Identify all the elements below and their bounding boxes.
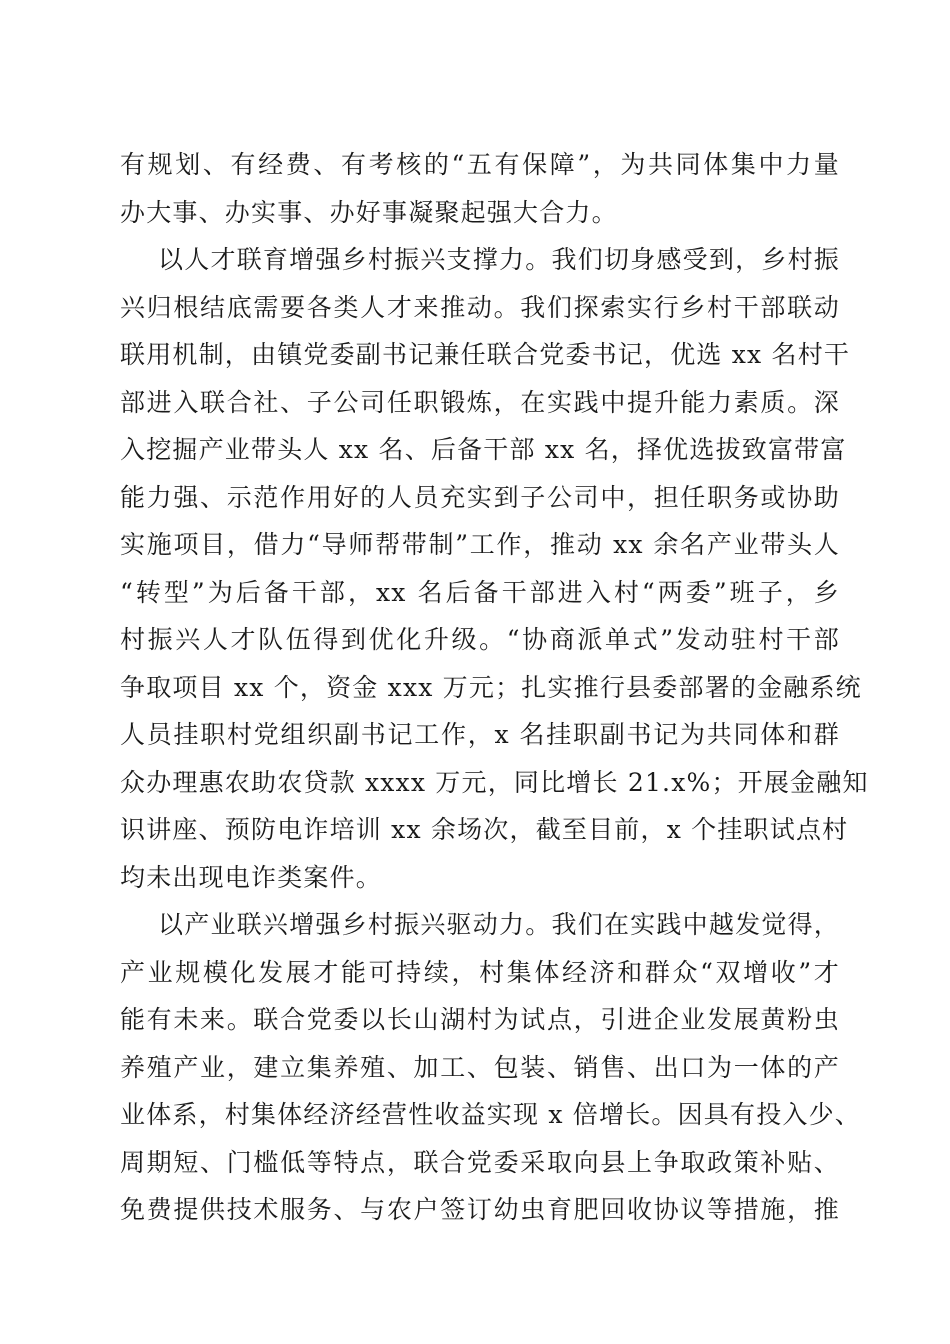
paragraph-line: 兴归根结底需要各类人才来推动。我们探索实行乡村干部联动 <box>120 292 840 322</box>
paragraph-line: 村振兴人才队伍得到优化升级。“协商派单式”发动驻村干部 <box>120 625 840 654</box>
paragraph-line: “转型”为后备干部，xx 名后备干部进入村“两委”班子，乡 <box>120 577 840 607</box>
paragraph-line: 均未出现电诈类案件。 <box>120 862 383 892</box>
body-text <box>120 141 869 1234</box>
paragraph-first-line: 以人才联育增强乡村振兴支撑力。我们切身感受到，乡村振 <box>158 245 840 274</box>
paragraph-line: 争取项目 xx 个，资金 xxx 万元；扎实推行县委部署的金融系统 <box>120 672 862 702</box>
paragraph-line: 周期短、门槛低等特点，联合党委采取向县上争取政策补贴、 <box>120 1147 840 1177</box>
paragraph-line: 部进入联合社、子公司任职锻炼，在实践中提升能力素质。深 <box>120 387 840 417</box>
paragraph-line: 识讲座、预防电诈培训 xx 余场次，截至目前，x 个挂职试点村 <box>120 815 849 844</box>
paragraph-line: 众办理惠农助农贷款 xxxx 万元，同比增长 21.x%；开展金融知 <box>120 767 869 797</box>
paragraph-line: 产业规模化发展才能可持续，村集体经济和群众“双增收”才 <box>120 957 840 987</box>
paragraph-line: 能有未来。联合党委以长山湖村为试点，引进企业发展黄粉虫 <box>120 1005 840 1034</box>
paragraph-line: 能力强、示范作用好的人员充实到子公司中，担任职务或协助 <box>120 482 840 512</box>
paragraph-line: 业体系，村集体经济经营性收益实现 x 倍增长。因具有投入少、 <box>120 1100 861 1129</box>
paragraph-line: 入挖掘产业带头人 xx 名、后备干部 xx 名，择优选拔致富带富 <box>120 435 847 464</box>
paragraph-line: 联用机制，由镇党委副书记兼任联合党委书记，优选 xx 名村干 <box>120 340 851 369</box>
paragraph-line: 养殖产业，建立集养殖、加工、包装、销售、出口为一体的产 <box>120 1052 840 1082</box>
paragraph-line: 实施项目，借力“导师帮带制”工作，推动 xx 余名产业带头人 <box>120 530 840 559</box>
paragraph-line: 人员挂职村党组织副书记工作，x 名挂职副书记为共同体和群 <box>120 720 840 749</box>
paragraph-line: 有规划、有经费、有考核的“五有保障”，为共同体集中力量 <box>120 150 840 179</box>
paragraph-first-line: 以产业联兴增强乡村振兴驱动力。我们在实践中越发觉得， <box>158 910 840 939</box>
paragraph-line: 免费提供技术服务、与农户签订幼虫育肥回收协议等措施，推 <box>120 1195 840 1224</box>
paragraph-line: 办大事、办实事、办好事凝聚起强大合力。 <box>120 197 618 227</box>
